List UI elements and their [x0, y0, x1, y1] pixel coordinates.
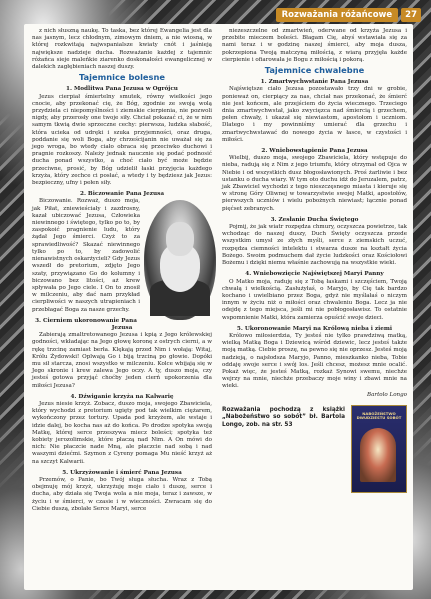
page-header: [276, 8, 421, 22]
left-intro: z nich słuszną naukę. To taska, bez której Ewangelia jest dla nas jasnym, lecz chłodnym, zimowym dniem, a nie wiosną, w której rozkwitają najwspanialsze kwiaty cnót i jaśnieją największe nadzieje ducha. Rozważanie każdej z tajemnic różańca sieje maleńkie ziarenko doskonałości ewangelicznej w dalekich zagłębieniach naszej duszy.: [32, 28, 212, 71]
madonna-image: [360, 428, 396, 482]
page-number: 27: [401, 8, 421, 22]
item-title: 2. Biczowanie Pana Jezusa: [79, 191, 165, 198]
item-title: 3. Cierniem ukoronowanie Pana Jezusa: [35, 317, 137, 331]
book-cover-title: NABOŻEŃSTWO DWUDZIESTU SOBÓT: [356, 410, 402, 421]
left-column: [32, 28, 212, 513]
book-caption: Rozważania pochodzą z książki „Nabożeństwo so sobót” bł. Bartola Longo, zob. na str. 53: [222, 406, 345, 428]
section-title: Rozważania różańcowe: [276, 8, 399, 22]
article-sheet: [24, 24, 413, 590]
item-text: Najświętsze ciało Jezusa pozostawało trzy dni w grobie, ponieważ on, cierpiący za nas, chciał nas przekonać, że śmierć nie jest końcem, ale przejściem do życia wiecznego. Trzeciego dnia zmartwychwstał, jako zwycięzca nad śmiercią i grzechem, pełen chwały, i ukazał się niewiastom, apostołom i uczniom. Dlatego i my powinniśmy umierać dla grzechu i zmartwychwstawać do nowego życia w łasce, w czystości i miłości.: [222, 86, 407, 143]
item-text: O Matko moja, raduję się z Tobą łaskami i szczęściem, Twoją chwałą i wielkością. Zasłużyłaś, o Maryjo, by Cię tak bardzo kochano i uwielbiano przez Boga, gdyż nie myślałaś o niczym innym w życiu niż o miłości oraz chwaleniu Boga. Lecz ja nie odejdę z tego miejsca, jeśli mi nie pobłogosławisz. To ostatnie wspomnienie Matki, która zamierza opuścić swoje dzieci.: [222, 278, 407, 321]
item-title: 5. Ukoronowanie Maryi na Królową nieba i ziemi: [236, 325, 393, 332]
glorious-heading: Tajemnice chwalebne: [264, 65, 365, 76]
sorrowful-heading: Tajemnice bolesne: [78, 72, 166, 83]
item-text: Biczowanie. Rozważ, duszo moja, jak Piłat, zniewieściały i zazdrosny, kazał ubiczować Jezusa, Człowieka niewinnego i świętego, tylko po to, by zaspokoić pragnienie ludu, który żądał Jego śmierci. Czyż to za sprawiedliwość? Skazać niewinnego tylko po to, by zadowolić nienawistnych oskarżycieli? Gdy Jezus wszedł do pretorium, zdjęto Jego szaty, przywiązano Go do kolumny i biczowano bez litości, aż krew spływała po Jego ciele. I On to znosił w milczeniu, aby dać nam przykład cierpliwości w naszych utrapieniach i przebłagać Boga za nasze grzechy.: [32, 198, 140, 313]
author-portrait: [144, 200, 216, 320]
book-cover-image: [351, 405, 407, 493]
item-title: 1. Zmartwychwstanie Pana Jezusa: [260, 79, 369, 86]
author-signature: Bartolo Longo: [367, 391, 407, 398]
item-text: Przemów, o Panie, bo Twój sługa słucha. Wraz z Tobą obejmuję mój krzyż, ukrzyżuję moje ciało i duszę, serce i ducha, aby działa się Twoja wola a nie moja, teraz i zawsze, w życiu i w śmierci, w czasie i w wieczności. Zwracam się do Ciebie duszą, zbolałe Serce Maryi, serce: [32, 476, 212, 512]
right-intro: niezeszczelne od zmartwień, oderwane od krzyża Jezusa i przebite mieczem boleści. Błagam Cię, abyś wstawiała się za nami teraz i w godzinę naszej śmierci, aby moja dusza, pokrzepiona Twoją matczyną miłością, z wiarą przyjęła każde cierpienie i ofiarowała je Bogu z miłością i pokorą.: [222, 28, 407, 63]
item-title: 1. Modlitwa Pana Jezusa w Ogrójcu: [66, 86, 178, 93]
book-infobox: [222, 405, 407, 493]
portrait-face: [166, 222, 194, 256]
item-text: Jezus cierpiał śmiertelny smutek, równy wielkości jego cnocie, aby przekonać cię, że Bóg, zgodnie ze swoją wolą przydziela ci niepomyślności i ziemskie cierpienia, nie pozwoli nigdy, aby przerosły one twoje siły. Chciał pokazać ci, że w nim samym tkwią dwie sprzeczne cechy: pierwsza, ludzka słabość, która ucieka od udręki i szuka przyjemności, oraz druga, poddanie się woli Boga, aby chrześcijanin nie uważał się za jego wroga, bo wtedy ciało obraca się przeciwko duchowi i pragnie rozkoszy. Należy jednak naucznie się podać podnosić ducha ponad wszystko, a choć ciało być może będzie przeciwne, prosić, by Bóg udzielił łaski przyjęcia każdego krzyża, który zechce ci posłać, a wtedy i ty będziesz jak Jezus: bezpieczny, ufny i pełen siły.: [32, 93, 212, 187]
item-title: 2. Wniebowstąpienie Pana Jezusa: [261, 148, 368, 155]
item-text: Pojmij, że jak wiatr rozpędza chmury, oczyszcza powietrze, tak wchodząc do naszej duszy, Duch Święty oczyszcza przede wszystkim umysł ze złych myśli, serce z ziemskich uczuć, rozpędza ciemności intelektu i stwarza dusze na kształt życia Bożego. Swoim podmuchem dał życie ludzkości oraz Kościołowi Bożemu i dzięki niemu właśnie zachowują na wszystkie wieki.: [222, 224, 407, 267]
item-text: Wielbij, duszo moja, swojego Zbawiciela, który wstępuje do nieba, radują się z Nim z jego triumfu, który otrzymał od Ojca w Niebie i od wszystkich dusz błogosławionych. Proś żarliwie i bez ustanku o ducha wiary. W tym oto duchu idź do Jeruzalem, patrz, jak Zbawiciel wychodzi z tego nieszczęsnego miasta i kieruje się w stronę Góry Oliwnej w towarzystwie swojej Matki, apostołów, pierwszych uczniów i wielu pobożnych niewiast; łącznie ponad pięćset zebranych.: [222, 155, 407, 212]
item-text: Jezus niesie krzyż. Zobacz, duszo moja, swojego Zbawiciela, który wychodzi z pretorium ugięty pod tak wielkim ciężarem, wykończony przez tortury. Upada pod krzyżem, ale wstaje i idzie dalej, bo kocha nas aż do końca. Po drodze spotyka swoją Matkę, której serce przeszywa miecz boleści; spotyka też kobiety jerozolimskie, które płaczą nad Nim. A On mówi do nich: Nie płaczcie nade Mną, ale płaczcie nad sobą i nad waszymi dziećmi. Szymon z Cyreny pomaga Mu nieść krzyż aż na szczyt Kalwarii.: [32, 400, 212, 465]
right-column: [222, 28, 407, 493]
item-title: 4. Wniebowzięcie Najświętszej Maryi Panny: [245, 271, 384, 278]
item-text: Królowo miłosierdzia, Ty jesteś nie tylko prawdziwą matką, wielką Matką Boga i Dziewicą wśród dziewic, lecz jesteś także moją matką. Ciebie proszę, na pewno się nie oprzesz. Jesteś moją nadzieją, o najsłodsza Maryjo, Panno, mieszkanko nieba, Tobie oddaję swoje serce i swój los. Jeśli chcesz, możesz mnie ocalić. Pokaż więc, że jesteś Matką, rozkaż Synowi swemu, niechże wejrzy na mnie, niechże przebaczy moje winy i zbawi mnie na wieki.: [222, 332, 407, 390]
item-title: 5. Ukrzyżowanie i śmierć Pana Jezusa: [62, 469, 182, 476]
item-title: 3. Zesłanie Ducha Świętego: [270, 216, 359, 223]
item-text: Zabierają zmaltretowanego Jezusa i kpią z Jego królewskiej godności, wkładając na Jego głowę koronę z ostrych cierni, a w rękę trzcinę zamiast berła. Klękają przed Nim i wołają: Witaj, Królu Żydowski! Oplwają Go i biją trzciną po głowie. Dopóki mu sił starcza, znosi wszystko w milczeniu. Kolce wbijają się w Jego skronie i krew zalewa Jego oczy. A ty, duszo moja, czy jesteś gotowa przyjąć choćby jeden cierń upokorzenia dla miłości Jezusa?: [32, 332, 212, 389]
item-title: 4. Dźwiganie krzyża na Kalwarię: [70, 393, 174, 400]
